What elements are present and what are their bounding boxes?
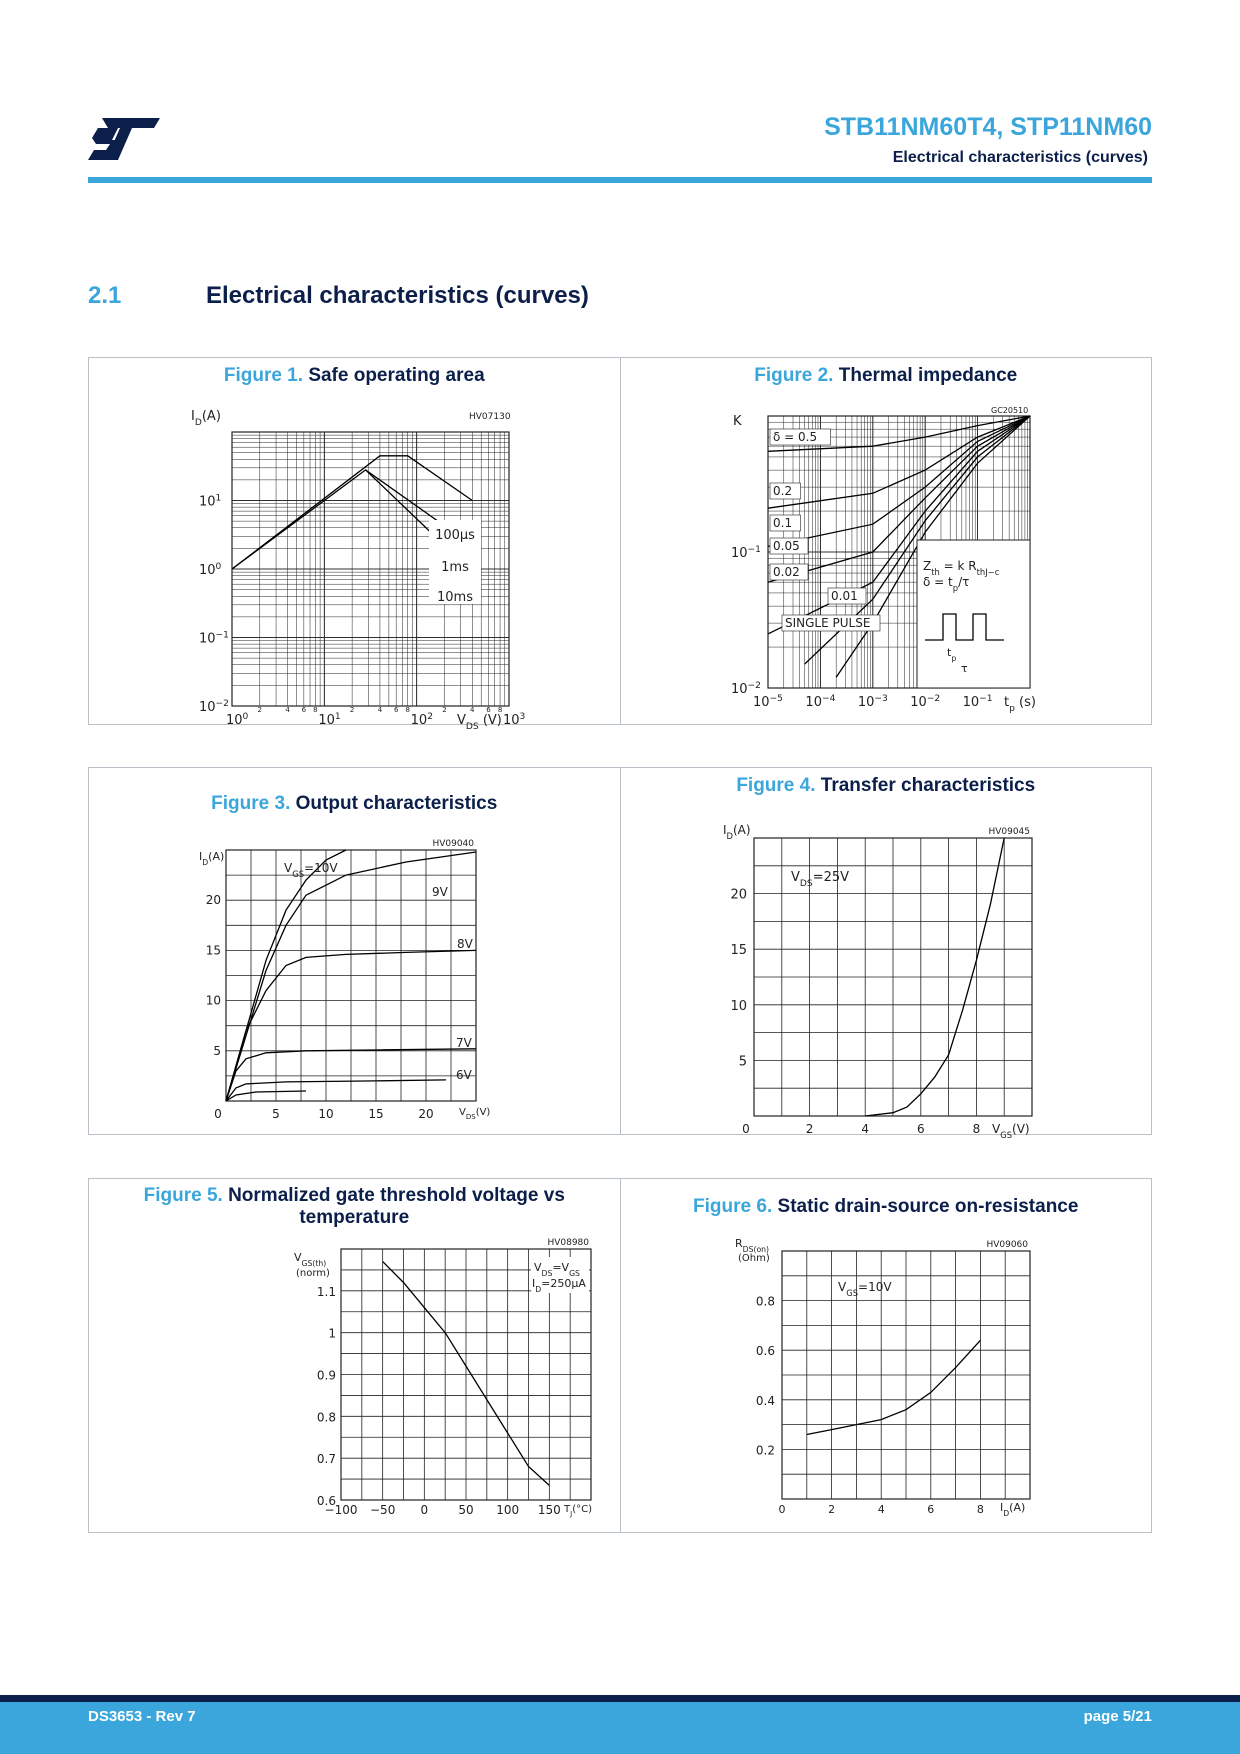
x-tick-label: 6 (916, 1122, 925, 1136)
x-tick-label: $10^{-3}$ (857, 694, 888, 710)
figure-1-title: Safe operating area (308, 365, 485, 386)
y-tick-label: 0.6 (316, 1494, 336, 1508)
chart-code: HV09045 (987, 827, 1030, 837)
figure-5-caption (89, 1185, 620, 1229)
zth-inset-tp: $t_p$ (946, 646, 956, 663)
y-axis-label: $V_{GS(th)}$ (294, 1251, 327, 1268)
label-6v: 6V (456, 1068, 472, 1082)
on-resistance-chart (721, 1231, 1051, 1531)
x-tick-label: 8 (976, 1503, 984, 1516)
label-9v: 9V (432, 885, 448, 899)
zth-inset-formula-2: $\delta = t_p/\tau$ (922, 575, 969, 593)
y-tick-label: 20 (729, 887, 747, 903)
zth-inset-formula-1: $Z_{th} = k$ $R_{thJ-c}$ (922, 559, 999, 577)
section-number: 2.1 (88, 282, 122, 309)
x-tick-label: $10^{-2}$ (909, 694, 940, 710)
x-tick-label: 150 (537, 1503, 561, 1517)
label-vds-vgs: $V_{DS}=V_{GS}$ (534, 1261, 580, 1278)
figure-6-number: Figure 6. (693, 1196, 773, 1217)
y-axis-label-2: (norm) (296, 1268, 330, 1279)
x-tick-label: 2 (805, 1122, 813, 1136)
x-minor-tick-label: 2 (442, 706, 447, 714)
x-tick-label: 100 (496, 1503, 520, 1517)
zth-series-label: δ = 0.5 (772, 430, 817, 444)
figure-4-number: Figure 4. (736, 775, 816, 796)
x-minor-tick-label: 8 (497, 706, 503, 714)
x-axis-label: $t_p$ (s) (1003, 695, 1036, 714)
y-tick-label: 0.6 (755, 1344, 775, 1359)
figure-3-title: Output characteristics (295, 793, 498, 814)
document-subtitle: Electrical characteristics (curves) (892, 149, 1148, 166)
figure-2-number: Figure 2. (754, 365, 834, 386)
x-axis-label: $V_{DS}(V)$ (459, 1107, 491, 1121)
output-characteristics-chart (199, 826, 499, 1131)
x-axis-label: $V_{GS}(V)$ (991, 1122, 1030, 1140)
x-tick-label: $10^{-5}$ (752, 694, 783, 710)
chart-code: GC20510 (990, 406, 1028, 415)
y-tick-label: 0.2 (755, 1443, 775, 1458)
x-tick-label: −100 (324, 1503, 358, 1517)
y-tick-label: 10 (205, 993, 221, 1008)
figure-6-caption (621, 1196, 1152, 1218)
figure-5-title: Normalized gate threshold voltage vs temperature (228, 1185, 565, 1228)
y-axis-label: $I_D(A)$ (722, 823, 751, 841)
y-tick-label: 20 (205, 893, 221, 908)
figure-4-cell (620, 768, 1152, 1140)
y-tick-label: $10^{-2}$ (199, 699, 229, 715)
x-tick-label: $10^2$ (410, 712, 434, 728)
figure-1-number: Figure 1. (223, 365, 304, 386)
y-axis-label: K (732, 414, 742, 429)
zth-series-label: 0.01 (830, 589, 858, 603)
y-axis-label-2: (Ohm) (737, 1253, 770, 1264)
y-tick-label: 15 (729, 943, 747, 959)
y-tick-label: $10^{-2}$ (730, 681, 761, 697)
header-rule (88, 177, 1152, 183)
x-tick-label: 10 (318, 1107, 334, 1121)
zth-series-label: 0.1 (772, 516, 792, 530)
y-tick-label: 15 (205, 943, 221, 958)
safe-operating-area-chart (189, 400, 526, 732)
figure-3-caption (89, 793, 620, 815)
x-tick-label: $10^{-4}$ (804, 694, 835, 710)
x-minor-tick-label: 6 (486, 706, 491, 714)
x-axis-label: $T_J(^\circ C)$ (564, 1504, 592, 1518)
x-axis-label: $I_D(A)$ (999, 1501, 1025, 1518)
label-7v: 7V (456, 1036, 472, 1050)
x-tick-label: 4 (877, 1503, 885, 1516)
x-axis-label: $V_{DS}$ (V) (457, 713, 502, 732)
soa-label-100us: 100µs (435, 528, 475, 543)
zth-series-label: 0.2 (772, 484, 792, 498)
zth-series-label: 0.05 (772, 539, 800, 553)
chart-code: HV08980 (547, 1238, 589, 1248)
y-tick-label: 0.7 (316, 1452, 336, 1467)
series-curve (226, 1091, 306, 1101)
x-tick-label: 6 (926, 1503, 934, 1516)
y-tick-label: 0.8 (755, 1294, 775, 1309)
footer-page-number: page 5/21 (1083, 1708, 1152, 1725)
footer-rule (0, 1695, 1240, 1702)
figure-3-number: Figure 3. (211, 793, 291, 814)
x-minor-tick-label: 8 (405, 706, 410, 714)
figure-3-cell (89, 768, 620, 1134)
figure-2-title: Thermal impedance (838, 365, 1018, 386)
figure-row-1 (88, 357, 1152, 732)
x-tick-label: $10^0$ (226, 712, 249, 728)
x-tick-label: 0 (420, 1503, 429, 1517)
footer-doc-id: DS3653 - Rev 7 (88, 1708, 196, 1725)
y-tick-label: 0.9 (316, 1368, 336, 1383)
y-tick-label: 0.4 (755, 1393, 775, 1408)
x-minor-tick-label: 6 (301, 706, 307, 714)
figure-6-title: Static drain-source on-resistance (777, 1196, 1079, 1217)
label-id-250ua: $I_D=250\mu A$ (532, 1277, 586, 1294)
y-axis-label: $I_D(A)$ (191, 409, 221, 428)
x-tick-label: $10^{-1}$ (962, 694, 993, 710)
zth-series-label: SINGLE PULSE (784, 616, 870, 630)
x-minor-tick-label: 6 (393, 706, 399, 714)
figure-1-cell (89, 358, 620, 732)
x-tick-label: 5 (272, 1107, 280, 1121)
figure-row-3 (88, 1178, 1152, 1533)
y-tick-label: $10^0$ (199, 562, 222, 578)
x-minor-tick-label: 4 (377, 706, 383, 714)
x-minor-tick-label: 4 (285, 706, 290, 714)
transfer-characteristics-chart (721, 810, 1051, 1140)
y-tick-label: $10^{-1}$ (730, 545, 761, 561)
figure-4-caption (621, 775, 1152, 797)
label-vgs-10v: $V_{GS}=10V$ (284, 861, 338, 879)
x-minor-tick-label: 2 (349, 706, 355, 714)
chart-code: HV09040 (432, 839, 474, 849)
x-tick-label: 50 (458, 1503, 474, 1517)
figure-2-cell (620, 358, 1152, 724)
x-tick-label: 20 (418, 1107, 434, 1121)
document-title: STB11NM60T4, STP11NM60 (824, 113, 1152, 141)
x-minor-tick-label: 8 (313, 706, 318, 714)
chart-code: HV07130 (469, 412, 511, 422)
y-tick-label: 5 (738, 1054, 747, 1070)
st-logo-icon (88, 118, 160, 160)
section-title: Electrical characteristics (curves) (206, 282, 589, 309)
x-tick-label: 15 (368, 1107, 384, 1121)
chart-code: HV09060 (985, 1240, 1028, 1250)
label-vds-25v: $V_{DS}=25V$ (790, 870, 849, 889)
label-8v: 8V (457, 937, 473, 951)
zth-series-label: 0.02 (772, 565, 800, 579)
x-tick-label: 4 (860, 1122, 869, 1136)
figure-5-number: Figure 5. (143, 1185, 223, 1206)
x-tick-label: 0 (741, 1122, 750, 1136)
y-tick-label: $10^1$ (199, 493, 222, 510)
soa-label-1ms: 1ms (441, 560, 469, 575)
y-tick-label: 1 (328, 1326, 336, 1341)
soa-label-10ms: 10ms (437, 590, 473, 605)
figure-1-caption (89, 365, 620, 387)
thermal-impedance-chart (721, 400, 1051, 720)
figure-4-title: Transfer characteristics (820, 775, 1036, 796)
x-tick-label: 0 (778, 1503, 785, 1516)
x-tick-label: 0 (214, 1107, 222, 1121)
series-curve (806, 1340, 980, 1434)
y-tick-label: 0.8 (316, 1410, 336, 1425)
zth-inset-tau: τ (960, 662, 968, 675)
y-tick-label: 5 (213, 1043, 221, 1058)
series-curve (226, 1080, 446, 1101)
gate-threshold-chart (194, 1238, 592, 1531)
figure-5-cell (89, 1179, 620, 1532)
x-tick-label: 2 (827, 1503, 835, 1516)
y-tick-label: $10^{-1}$ (199, 630, 229, 647)
y-axis-label: $I_D(A)$ (199, 850, 225, 867)
figure-2-caption (621, 365, 1152, 387)
y-axis-label: $R_{DS(on)}$ (734, 1237, 769, 1254)
x-tick-label: $10^3$ (503, 712, 526, 728)
x-tick-label: $10^1$ (318, 712, 341, 728)
x-minor-tick-label: 2 (257, 706, 263, 714)
y-tick-label: 10 (729, 998, 747, 1014)
label-vgs-10v: $V_{GS}=10V$ (837, 1280, 892, 1298)
x-tick-label: −50 (370, 1503, 396, 1517)
y-tick-label: 1.1 (316, 1284, 336, 1299)
figure-row-2 (88, 767, 1152, 1140)
x-tick-label: 8 (972, 1122, 980, 1136)
figure-6-cell (620, 1179, 1152, 1532)
x-minor-tick-label: 4 (470, 706, 475, 714)
